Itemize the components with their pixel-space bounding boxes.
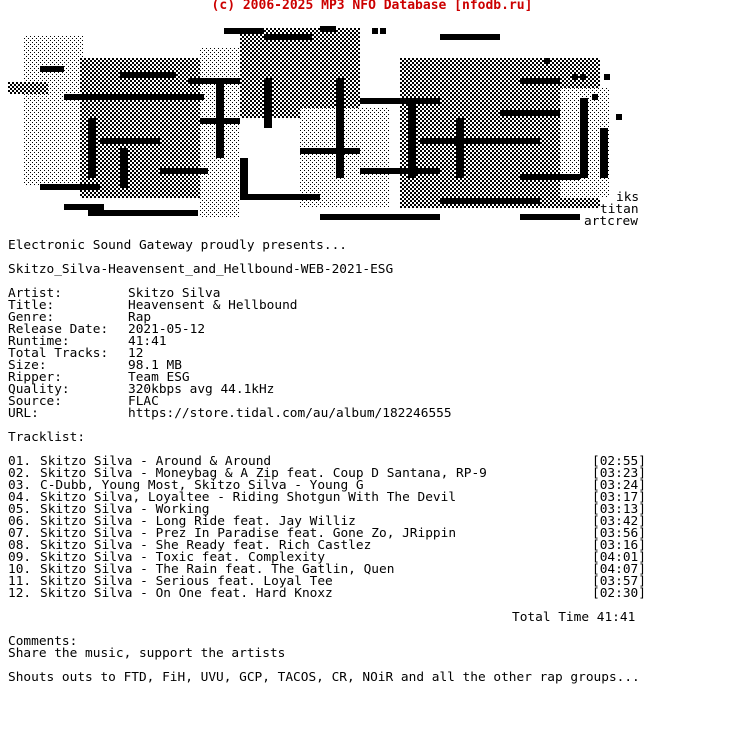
track-duration: [03:57] xyxy=(592,574,646,589)
track-duration: [03:16] xyxy=(592,538,646,553)
track-duration: [02:30] xyxy=(592,586,646,601)
track-duration: [03:24] xyxy=(592,478,646,493)
info-label: Runtime: xyxy=(8,334,70,349)
info-label: Ripper: xyxy=(8,370,62,385)
track-number: 08. xyxy=(8,538,32,553)
info-label: Size: xyxy=(8,358,47,373)
info-label: Release Date: xyxy=(8,322,109,337)
info-row xyxy=(8,408,452,420)
info-value: 12 xyxy=(128,346,144,361)
info-value: Rap xyxy=(128,310,152,325)
track-title: Skitzo Silva - Around & Around xyxy=(40,454,272,469)
info-label: URL: xyxy=(8,406,39,421)
track-number: 07. xyxy=(8,526,32,541)
track-number: 06. xyxy=(8,514,32,529)
info-label: Source: xyxy=(8,394,62,409)
track-title: Skitzo Silva - On One feat. Hard Knoxz xyxy=(40,586,333,601)
track-title: Skitzo Silva - Serious feat. Loyal Tee xyxy=(40,574,333,589)
track-duration: [02:55] xyxy=(592,454,646,469)
track-duration: [03:13] xyxy=(592,502,646,517)
info-value: Skitzo Silva xyxy=(128,286,221,301)
info-value: 320kbps avg 44.1kHz xyxy=(128,382,275,397)
track-number: 09. xyxy=(8,550,32,565)
track-duration: [03:42] xyxy=(592,514,646,529)
info-label: Quality: xyxy=(8,382,70,397)
track-number: 12. xyxy=(8,586,32,601)
info-label: Artist: xyxy=(8,286,62,301)
track-number: 05. xyxy=(8,502,32,517)
track-number: 10. xyxy=(8,562,32,577)
track-number: 01. xyxy=(8,454,32,469)
track-duration: [04:07] xyxy=(592,562,646,577)
intro-text: Electronic Sound Gateway proudly presents... xyxy=(8,238,347,253)
info-value: 2021-05-12 xyxy=(128,322,206,337)
track-title: Skitzo Silva - Toxic feat. Complexity xyxy=(40,550,326,565)
info-value: Team ESG xyxy=(128,370,190,385)
release-name: Skitzo_Silva-Heavensent_and_Hellbound-WEB-2021-ESG xyxy=(8,262,394,277)
comments-heading: Comments: xyxy=(8,634,78,649)
track-duration: [03:17] xyxy=(592,490,646,505)
track-duration: [03:56] xyxy=(592,526,646,541)
track-title: Skitzo Silva - The Rain feat. The Gatlin, Quen xyxy=(40,562,395,577)
info-value: 41:41 xyxy=(128,334,167,349)
track-title: C-Dubb, Young Most, Skitzo Silva - Young G xyxy=(40,478,364,493)
shouts-text: Shouts outs to FTD, FiH, UVU, GCP, TACOS, CR, NOiR and all the other rap groups... xyxy=(8,670,640,685)
track-number: 02. xyxy=(8,466,32,481)
track-number: 11. xyxy=(8,574,32,589)
info-label: Total Tracks: xyxy=(8,346,109,361)
tracklist-heading: Tracklist: xyxy=(8,430,86,445)
info-value: Heavensent & Hellbound xyxy=(128,298,298,313)
credit-titan: titan xyxy=(600,202,639,217)
info-label: Title: xyxy=(8,298,55,313)
track-title: Skitzo Silva - Moneybag & A Zip feat. Coup D Santana, RP-9 xyxy=(40,466,487,481)
comments-text: Share the music, support the artists xyxy=(8,646,286,661)
info-label: Genre: xyxy=(8,310,55,325)
info-value: 98.1 MB xyxy=(128,358,182,373)
track-title: Skitzo Silva - Long Ride feat. Jay Williz xyxy=(40,514,356,529)
track-number: 03. xyxy=(8,478,32,493)
track-title: Skitzo Silva - She Ready feat. Rich Castlez xyxy=(40,538,372,553)
track-title: Skitzo Silva - Prez In Paradise feat. Gone Zo, JRippin xyxy=(40,526,457,541)
info-value: FLAC xyxy=(128,394,159,409)
track-title: Skitzo Silva, Loyaltee - Riding Shotgun With The Devil xyxy=(40,490,457,505)
site-header: (c) 2006-2025 MP3 NFO Database [nfodb.ru] xyxy=(211,0,533,13)
track-title: Skitzo Silva - Working xyxy=(40,502,210,517)
credit-artcrew: artcrew xyxy=(584,214,638,229)
info-value: https://store.tidal.com/au/album/182246555 xyxy=(128,406,452,421)
track-duration: [04:01] xyxy=(592,550,646,565)
total-time: Total Time 41:41 xyxy=(512,610,636,625)
track-number: 04. xyxy=(8,490,32,505)
track-row xyxy=(8,588,658,600)
credit-iks: iks xyxy=(616,190,640,205)
ascii-logo xyxy=(0,18,744,232)
track-duration: [03:23] xyxy=(592,466,646,481)
